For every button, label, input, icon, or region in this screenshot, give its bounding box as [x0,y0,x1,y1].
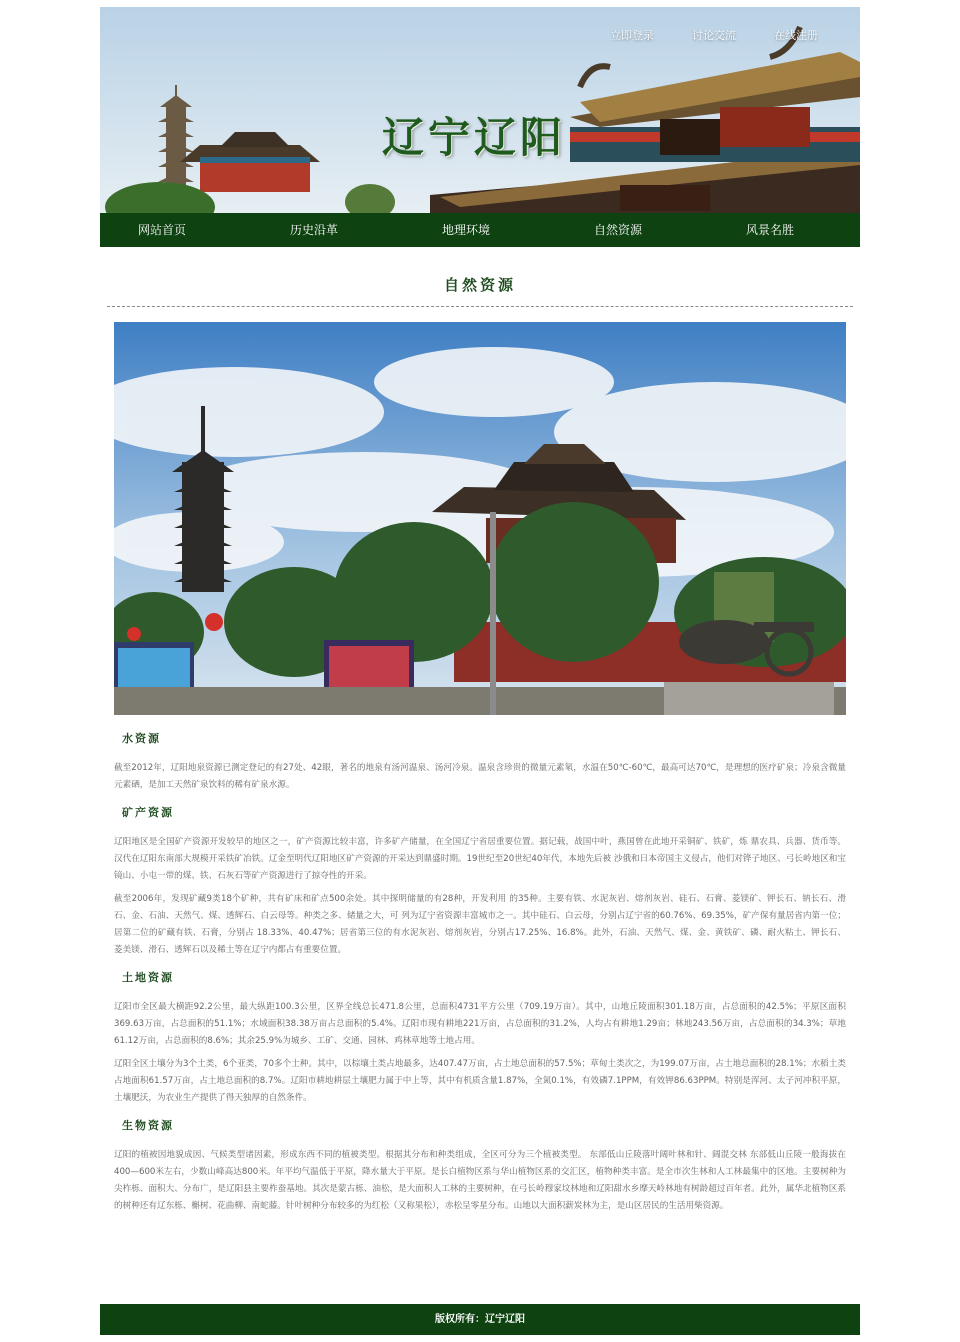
section-title: 土地资源 [122,971,174,984]
top-links [610,27,818,43]
content-area [114,730,846,1225]
section-paragraph: 辽阳全区土壤分为3个土类，6个亚类，70多个土种。其中，以棕壤土类占地最多，达407.47万亩，占土地总面积的57.5%；草甸土类次之，为199.07万亩，占土地总面积的28.1%；水稻土类占地面积61.57万亩，占土地总面积的8.7%。辽阳市耕地耕层土壤肥力属于中上等，其中有机质含量1.87%，全氮0.1%，有效磷7.1PPM，有效钾86.63PPM。特别是浑河、太子河冲积平原，土壤肥沃，为农业生产提供了得天独厚的自然条件。 [114,1059,846,1103]
page-title: 自然资源 [443,276,516,294]
nav-scenic-spots[interactable]: 风景名胜 [745,223,794,237]
footer-copyright: 版权所有：辽宁辽阳 [435,1314,525,1325]
footer [100,1304,860,1335]
temple-photo [114,322,846,715]
section-title: 水资源 [122,732,161,745]
section-land [114,969,846,1107]
section-paragraph: 辽阳地区是全国矿产资源开发较早的地区之一，矿产资源比较丰富，许多矿产储量，在全国辽宁省居重要位置。据记载，战国中叶，燕国曾在此地开采铜矿、铁矿，炼 鼎农具、兵器、货币等。汉代在辽阳东南部大规模开采铁矿冶铁。辽金至明代辽阳地区矿产资源的开采达到鼎盛时期。19世纪至20世纪40年代，本地先后被 沙俄和日本帝国主义侵占，他们对铧子地区、弓长岭地区和宝镜山、小屯一带的煤、铁、石灰石等矿产资源进行了掠夺性的开采。 [114,837,846,881]
section-minerals [114,804,846,959]
main-photo [114,322,846,715]
section-paragraph: 辽阳市全区最大横距92.2公里，最大纵距100.3公里，区界全线总长471.8公里，总面积4731平方公里（709.19万亩）。其中，山地丘陵面积301.18万亩，占总面积的42.5%；平原区面积369.63万亩，占总面积的51.1%；水域面积38.38万亩占总面积的5.4%。辽阳市现有耕地221万亩，占总面积的31.2%，人均占有耕地1.29亩；林地243.56万亩，占总面积的34.3%；草地61.12万亩，占总面积的8.6%；其余25.9%为城乡、工矿、交通、园林、鸡林草地等土地占用。 [114,1002,846,1046]
register-link[interactable]: 在线注册 [774,29,818,42]
header-banner [100,7,860,213]
site-title: 辽宁辽阳 [382,113,567,162]
main-nav [100,213,860,247]
section-paragraph: 截至2012年，辽阳地泉资源已测定登记的有27处、42眼，著名的地泉有汤河温泉、汤河冷泉。温泉含珍贵的微量元素氡，水温在50℃-60℃，最高可达70℃，是理想的医疗矿泉；冷泉含微量元素硒，是加工天然矿泉饮料的稀有矿泉水源。 [114,763,846,790]
section-water [114,730,846,794]
section-paragraph: 辽阳的植被因地貌成因、气候类型诸因素，形成东西不同的植被类型。根据其分布和种类组成，全区可分为三个植被类型。 东部低山丘陵落叶阔叶林和针、阔混交林 东部低山丘陵一般海拔在400—600米左右，少数山峰高达800米。年平均气温低于平原，降水量大于平原。是长白植物区系与华山植物区系的交汇区，植物种类丰富。是全市次生林和人工林最集中的区地。主要树种为尖柞栎、面积大、分布广，是辽阳县主要柞蚕基地。其次是蒙古栎、油松，是大面积人工林的主要树种，在弓长岭穆家坟林地和辽阳甜水乡摩天岭林地有树龄超过百年者。此外，属华北植物区系的树种还有辽东栎、槲树、花曲柳、南蛇藤。针叶树种分布较多的为红松（又称果松），赤松呈零星分布。山地以大面积薪炭林为主，是山区居民的生活用柴资源。 [114,1150,846,1211]
nav-history[interactable]: 历史沿革 [289,223,338,237]
title-divider [107,306,853,307]
section-title: 矿产资源 [122,806,174,819]
nav-home[interactable]: 网站首页 [137,223,186,237]
section-title: 生物资源 [122,1119,174,1132]
nav-natural-resources[interactable]: 自然资源 [593,223,642,237]
section-biology [114,1117,846,1215]
login-link[interactable]: 立即登录 [610,29,654,42]
section-paragraph: 截至2006年，发现矿藏9类18个矿种，共有矿床和矿点500余处。其中探明储量的有28种，开发利用 的35种。主要有铁、水泥灰岩、熔剂灰岩、硅石、石膏、菱镁矿、钾长石、钠长石、滑石、金、石油、天然气、煤、透辉石、白云母等。种类之多、储量之大，可 列为辽宁省资源丰富城市之一。其中硅石、白云母，分别占辽宁省的60.76%、69.35%，矿产保有量居省内第一位；居第二位的矿藏有铁、石膏，分别占 18.33%、40.47%；居省第三位的有水泥灰岩、熔剂灰岩，分别占17.25%、16.8%。此外，石油、天然气、煤、金、黄铁矿、磷、耐火粘土、钾长石、 菱美镁、滑石、透辉石以及稀土等在辽宁内都占有重要位置。 [114,894,846,955]
nav-geography[interactable]: 地理环境 [441,223,490,237]
discussion-link[interactable]: 讨论交流 [692,29,736,42]
